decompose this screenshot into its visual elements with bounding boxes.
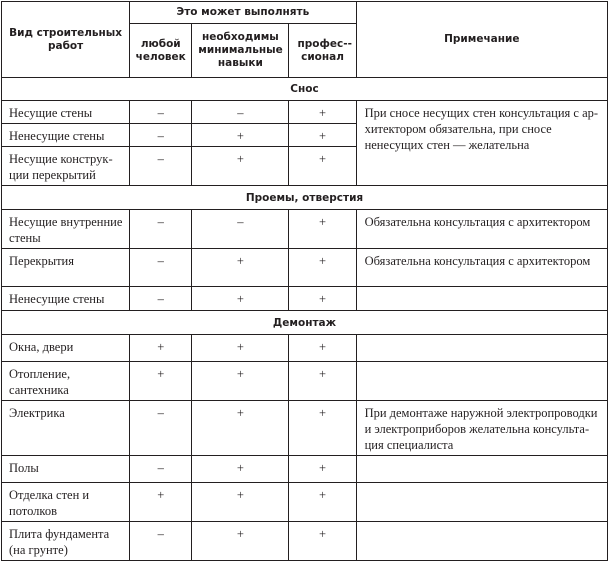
mark-anyone: – bbox=[130, 124, 192, 147]
table-row bbox=[2, 522, 608, 561]
table-row bbox=[2, 249, 608, 287]
mark-professional: + bbox=[289, 522, 356, 561]
mark-min-skills: + bbox=[192, 522, 289, 561]
construction-works-table bbox=[1, 1, 608, 561]
mark-professional: + bbox=[289, 210, 356, 249]
mark-anyone: – bbox=[130, 210, 192, 249]
table-row bbox=[2, 401, 608, 456]
section-title: Проемы, отверстия bbox=[2, 186, 608, 210]
mark-anyone: – bbox=[130, 249, 192, 287]
mark-anyone: – bbox=[130, 456, 192, 483]
mark-professional: + bbox=[289, 124, 356, 147]
table-row bbox=[2, 362, 608, 401]
mark-min-skills: + bbox=[192, 287, 289, 311]
table-row bbox=[2, 287, 608, 311]
note bbox=[356, 362, 607, 401]
mark-professional: + bbox=[289, 147, 356, 186]
work-name: Отделка стен и потолков bbox=[2, 483, 130, 522]
mark-professional: + bbox=[289, 287, 356, 311]
work-name: Электрика bbox=[2, 401, 130, 456]
work-name: Полы bbox=[2, 456, 130, 483]
mark-min-skills: + bbox=[192, 362, 289, 401]
mark-min-skills: – bbox=[192, 101, 289, 124]
header-professional: профес-сионал bbox=[289, 24, 356, 78]
note: Обязательна консультация с архитектором bbox=[356, 210, 607, 249]
mark-professional: + bbox=[289, 101, 356, 124]
header-work-type bbox=[2, 2, 130, 78]
work-name: Несущие внутренние стены bbox=[2, 210, 130, 249]
note bbox=[356, 483, 607, 522]
mark-anyone: – bbox=[130, 147, 192, 186]
note: При сносе несущих стен консультация с ар-хитектором обязательна, при сносе ненесущих стен — желательна bbox=[356, 101, 607, 186]
note: При демонтаже наружной электропроводки и электроприборов желательна консульта-ция специалиста bbox=[356, 401, 607, 456]
work-name: Несущие стены bbox=[2, 101, 130, 124]
table-row bbox=[2, 483, 608, 522]
work-name: Ненесущие стены bbox=[2, 287, 130, 311]
mark-anyone: – bbox=[130, 101, 192, 124]
mark-professional: + bbox=[289, 401, 356, 456]
section-title: Демонтаж bbox=[2, 311, 608, 335]
mark-anyone: + bbox=[130, 335, 192, 362]
work-name: Окна, двери bbox=[2, 335, 130, 362]
header-anyone: любой человек bbox=[130, 24, 192, 78]
note bbox=[356, 522, 607, 561]
header-work-type-label: Вид строительных работ bbox=[9, 26, 123, 52]
mark-min-skills: + bbox=[192, 249, 289, 287]
header-note: Примечание bbox=[356, 2, 607, 78]
work-name: Плита фундамента (на грунте) bbox=[2, 522, 130, 561]
mark-min-skills: + bbox=[192, 147, 289, 186]
work-name: Отопление, сантехника bbox=[2, 362, 130, 401]
mark-anyone: + bbox=[130, 483, 192, 522]
mark-anyone: + bbox=[130, 362, 192, 401]
mark-professional: + bbox=[289, 456, 356, 483]
mark-professional: + bbox=[289, 483, 356, 522]
mark-professional: + bbox=[289, 335, 356, 362]
section-title: Снос bbox=[2, 78, 608, 101]
mark-anyone: – bbox=[130, 287, 192, 311]
header-who-can: Это может выполнять bbox=[130, 2, 356, 24]
mark-professional: + bbox=[289, 362, 356, 401]
mark-min-skills: + bbox=[192, 401, 289, 456]
mark-professional: + bbox=[289, 249, 356, 287]
mark-min-skills: + bbox=[192, 335, 289, 362]
mark-min-skills: + bbox=[192, 124, 289, 147]
note bbox=[356, 287, 607, 311]
note bbox=[356, 456, 607, 483]
mark-anyone: – bbox=[130, 401, 192, 456]
mark-min-skills: – bbox=[192, 210, 289, 249]
table-row bbox=[2, 335, 608, 362]
mark-min-skills: + bbox=[192, 483, 289, 522]
header-min-skills: необходимы минимальные навыки bbox=[192, 24, 289, 78]
note: Обязательна консультация с архитектором bbox=[356, 249, 607, 287]
mark-min-skills: + bbox=[192, 456, 289, 483]
work-name: Перекрытия bbox=[2, 249, 130, 287]
mark-anyone: – bbox=[130, 522, 192, 561]
table-row bbox=[2, 210, 608, 249]
table-row bbox=[2, 101, 608, 124]
table-row bbox=[2, 456, 608, 483]
note bbox=[356, 335, 607, 362]
work-name: Несущие конструк-ции перекрытий bbox=[2, 147, 130, 186]
work-name: Ненесущие стены bbox=[2, 124, 130, 147]
